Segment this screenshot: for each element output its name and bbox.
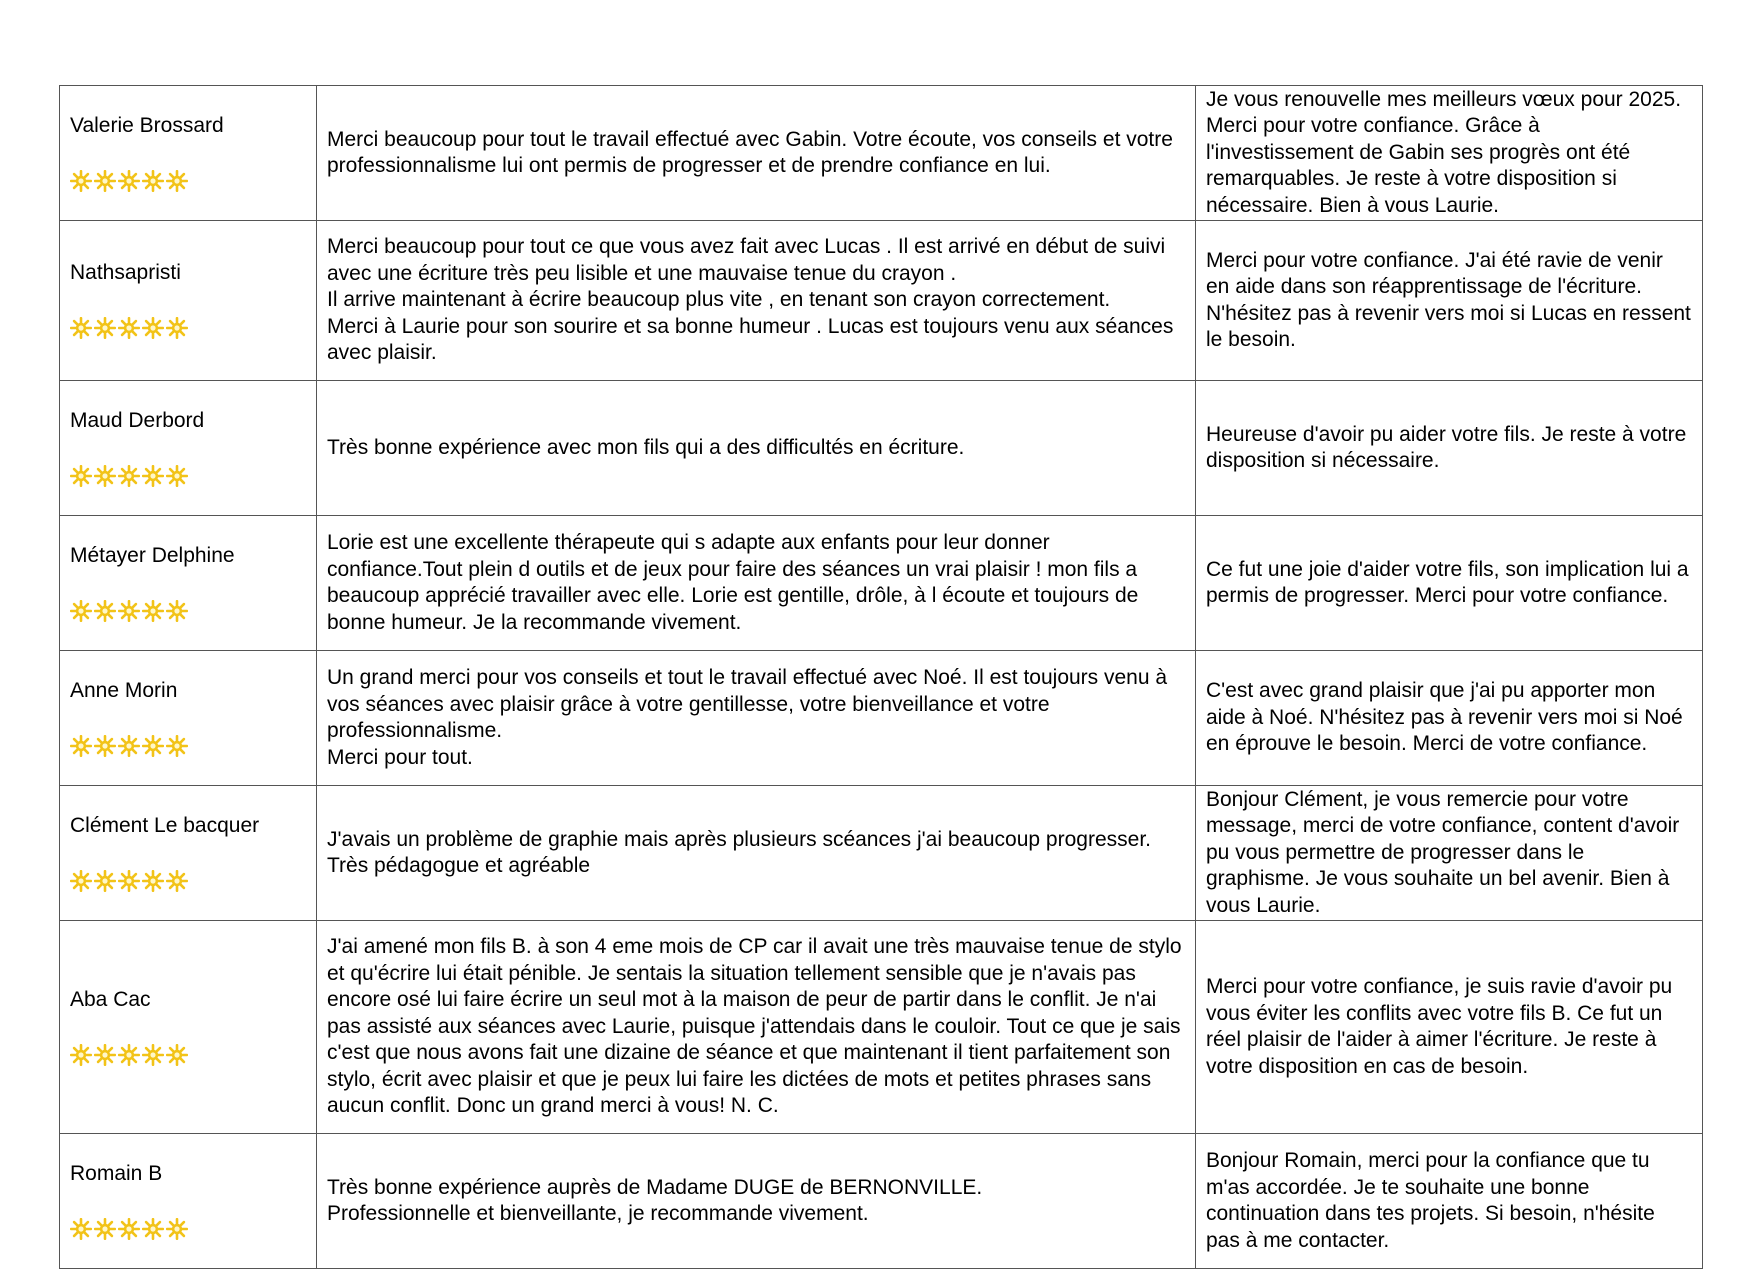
- review-comment: Très bonne expérience avec mon fils qui a des difficultés en écriture.: [317, 381, 1196, 516]
- rating-stars: [70, 1216, 306, 1242]
- review-row: [60, 651, 1703, 786]
- review-comment: Merci beaucoup pour tout le travail effectué avec Gabin. Votre écoute, vos conseils et votre professionnalisme lui ont permis de progresser et de prendre confiance en lui.: [317, 86, 1196, 221]
- review-row: [60, 786, 1703, 921]
- sun-star-icon: [118, 600, 140, 622]
- review-author-name: Nathsapristi: [70, 261, 181, 284]
- review-author-name: Métayer Delphine: [70, 543, 235, 567]
- review-author-name: Romain B: [70, 1161, 163, 1185]
- review-author-cell: [60, 651, 317, 786]
- rating-stars: [70, 733, 306, 759]
- sun-star-icon: [94, 600, 116, 622]
- review-reply: Heureuse d'avoir pu aider votre fils. Je reste à votre disposition si nécessaire.: [1196, 381, 1703, 516]
- review-reply: C'est avec grand plaisir que j'ai pu apporter mon aide à Noé. N'hésitez pas à revenir vers moi si Noé en éprouve le besoin. Merci de votre confiance.: [1196, 651, 1703, 786]
- review-reply: Bonjour Romain, merci pour la confiance que tu m'as accordée. Je te souhaite une bonne continuation dans tes projets. Si besoin, n'hésite pas à me contacter.: [1196, 1134, 1703, 1269]
- sun-star-icon: [142, 170, 164, 192]
- review-row: [60, 516, 1703, 651]
- sun-star-icon: [166, 317, 188, 339]
- review-row: [60, 921, 1703, 1134]
- review-comment: Un grand merci pour vos conseils et tout le travail effectué avec Noé. Il est toujours venu à vos séances avec plaisir grâce à votre gentillesse, votre bienveillance et votre professionnalisme. Merci pour tout.: [317, 651, 1196, 786]
- review-comment: Merci beaucoup pour tout ce que vous avez fait avec Lucas . Il est arrivé en début de suivi avec une écriture très peu lisible et une mauvaise tenue du crayon . Il arrive maintenant à écrire beaucoup plus vite , en tenant son crayon correctement. Merci à Laurie pour son sourire et sa bonne humeur . Lucas est toujours venu aux séances avec plaisir.: [317, 221, 1196, 381]
- reviews-table-body: [60, 86, 1703, 1269]
- sun-star-icon: [118, 735, 140, 757]
- review-author-cell: [60, 381, 317, 516]
- sun-star-icon: [70, 170, 92, 192]
- sun-star-icon: [166, 600, 188, 622]
- sun-star-icon: [166, 870, 188, 892]
- sun-star-icon: [142, 317, 164, 339]
- sun-star-icon: [166, 1218, 188, 1240]
- sun-star-icon: [166, 465, 188, 487]
- sun-star-icon: [94, 170, 116, 192]
- sun-star-icon: [142, 870, 164, 892]
- sun-star-icon: [142, 600, 164, 622]
- rating-stars: [70, 315, 306, 341]
- review-row: [60, 221, 1703, 381]
- review-author-cell: [60, 786, 317, 921]
- rating-stars: [70, 598, 306, 624]
- review-author-name: Clément Le bacquer: [70, 813, 260, 837]
- review-author-cell: [60, 221, 317, 381]
- review-reply: Ce fut une joie d'aider votre fils, son implication lui a permis de progresser. Merci pour votre confiance.: [1196, 516, 1703, 651]
- sun-star-icon: [142, 1218, 164, 1240]
- review-row: [60, 86, 1703, 221]
- review-row: [60, 1134, 1703, 1269]
- reviews-table: [59, 85, 1703, 1269]
- sun-star-icon: [118, 170, 140, 192]
- rating-stars: [70, 463, 306, 489]
- review-author-cell: [60, 86, 317, 221]
- review-comment: J'ai amené mon fils B. à son 4 eme mois de CP car il avait une très mauvaise tenue de stylo et qu'écrire lui était pénible. Je sentais la situation tellement sensible que je n'avais pas encore osé lui faire écrire un seul mot à la maison de peur de partir dans le conflit. Je n'ai pas assisté aux séances avec Laurie, puisque j'attendais dans le couloir. Tout ce que je sais c'est que nous avons fait une dizaine de séance et que maintenant il tient parfaitement son stylo, écrit avec plaisir et que je peux lui faire les dictées de mots et petites phrases sans aucun conflit. Donc un grand merci à vous! N. C.: [317, 921, 1196, 1134]
- sun-star-icon: [70, 465, 92, 487]
- sun-star-icon: [94, 870, 116, 892]
- sun-star-icon: [118, 1044, 140, 1066]
- sun-star-icon: [118, 465, 140, 487]
- review-reply: Bonjour Clément, je vous remercie pour votre message, merci de votre confiance, content d'avoir pu vous permettre de progresser dans le graphisme. Je vous souhaite un bel avenir. Bien à vous Laurie.: [1196, 786, 1703, 921]
- review-reply: Je vous renouvelle mes meilleurs vœux pour 2025. Merci pour votre confiance. Grâce à l'investissement de Gabin ses progrès ont été remarquables. Je reste à votre disposition si nécessaire. Bien à vous Laurie.: [1196, 86, 1703, 221]
- review-author-name: Aba Cac: [70, 987, 151, 1011]
- sun-star-icon: [118, 1218, 140, 1240]
- sun-star-icon: [94, 735, 116, 757]
- review-reply: Merci pour votre confiance. J'ai été ravie de venir en aide dans son réapprentissage de l'écriture. N'hésitez pas à revenir vers moi si Lucas en ressent le besoin.: [1196, 221, 1703, 381]
- rating-stars: [70, 1042, 306, 1068]
- sun-star-icon: [142, 465, 164, 487]
- review-author-cell: [60, 921, 317, 1134]
- review-row: [60, 381, 1703, 516]
- sun-star-icon: [94, 465, 116, 487]
- review-reply: Merci pour votre confiance, je suis ravie d'avoir pu vous éviter les conflits avec votre fils B. Ce fut un réel plaisir de l'aider à aimer l'écriture. Je reste à votre disposition en cas de besoin.: [1196, 921, 1703, 1134]
- sun-star-icon: [142, 735, 164, 757]
- review-author-cell: [60, 516, 317, 651]
- sun-star-icon: [94, 317, 116, 339]
- sun-star-icon: [166, 170, 188, 192]
- review-comment: Très bonne expérience auprès de Madame DUGE de BERNONVILLE. Professionnelle et bienveillante, je recommande vivement.: [317, 1134, 1196, 1269]
- review-comment: Lorie est une excellente thérapeute qui s adapte aux enfants pour leur donner confiance.Tout plein d outils et de jeux pour faire des séances un vrai plaisir ! mon fils a beaucoup apprécié travailler avec elle. Lorie est gentille, drôle, à l écoute et toujours de bonne humeur. Je la recommande vivement.: [317, 516, 1196, 651]
- sun-star-icon: [70, 600, 92, 622]
- rating-stars: [70, 168, 306, 194]
- review-comment: J'avais un problème de graphie mais après plusieurs scéances j'ai beaucoup progresser. Très pédagogue et agréable: [317, 786, 1196, 921]
- sun-star-icon: [70, 870, 92, 892]
- sun-star-icon: [70, 317, 92, 339]
- review-author-name: Anne Morin: [70, 678, 178, 702]
- sun-star-icon: [118, 870, 140, 892]
- sun-star-icon: [94, 1044, 116, 1066]
- rating-stars: [70, 868, 306, 894]
- sun-star-icon: [118, 317, 140, 339]
- sun-star-icon: [70, 1218, 92, 1240]
- sun-star-icon: [70, 735, 92, 757]
- sun-star-icon: [166, 735, 188, 757]
- review-author-cell: [60, 1134, 317, 1269]
- sun-star-icon: [142, 1044, 164, 1066]
- sun-star-icon: [70, 1044, 92, 1066]
- sun-star-icon: [94, 1218, 116, 1240]
- review-author-name: Maud Derbord: [70, 408, 205, 432]
- sun-star-icon: [166, 1044, 188, 1066]
- review-author-name: Valerie Brossard: [70, 113, 224, 137]
